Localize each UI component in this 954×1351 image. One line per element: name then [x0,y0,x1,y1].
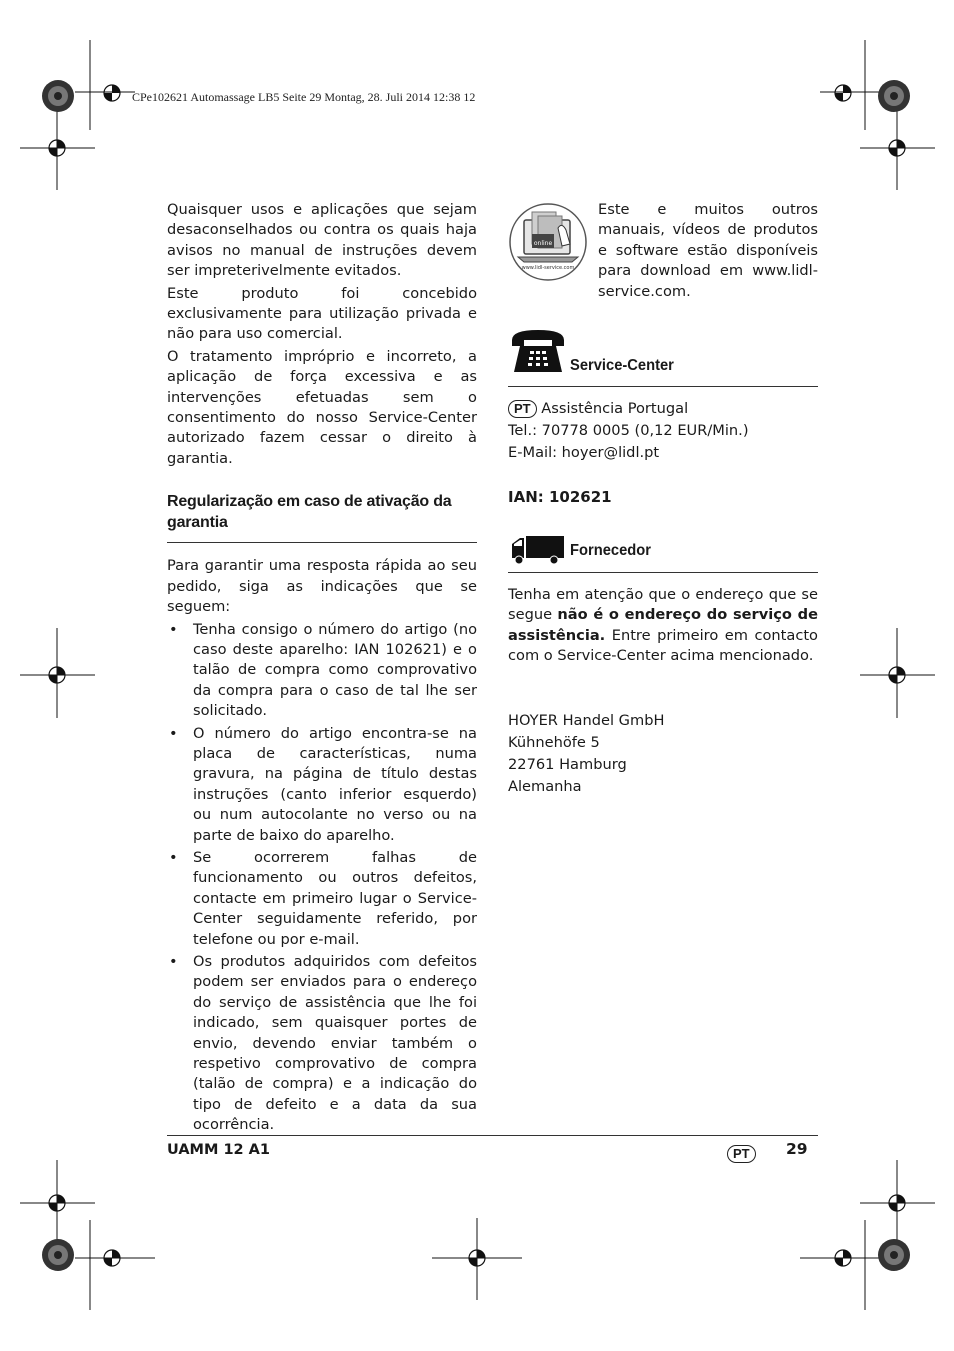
page-number: 29 [786,1140,808,1158]
supplier-heading: Fornecedor [570,542,651,559]
ian-number: IAN: 102621 [508,488,612,506]
address-line: Alemanha [508,778,582,795]
service-email: E-Mail: hoyer@lidl.pt [508,444,660,461]
list-item: • Se ocorrerem falhas de funcionamento ou outros defeitos, contacte em primeiro lugar o Service-Center seguidamente referido, por telefone ou por e-mail. [167,848,477,950]
online-info [598,200,818,304]
warranty-bullet-list [167,620,477,1136]
service-heading-rule [508,386,818,387]
footer-rule [167,1135,818,1136]
service-center-heading: Service-Center [570,357,674,374]
telephone-icon [508,326,568,374]
truck-icon [510,534,566,566]
online-info-text: Este e muitos outros manuais, vídeos de produtos e software estão disponíveis para download em www.lidl-service.com. [598,201,818,300]
left-column [167,200,477,1138]
supplier-address [508,710,818,798]
print-info: CPe102621 Automassage LB5 Seite 29 Montag, 28. Juli 2014 12:38 12 [132,90,476,104]
supplier-note [508,585,818,669]
warranty-intro: Para garantir uma resposta rápida ao seu pedido, siga as indicações que se seguem: [167,557,477,616]
supplier-heading-rule [508,572,818,573]
online-label: online [533,240,553,247]
pt-badge: PT [508,400,537,418]
supplier-text-2: Entre primeiro em contacto com o Service-Center acima mencionado. [508,626,818,665]
footer-pt-badge: PT [727,1145,756,1163]
address-line: HOYER Handel GmbH [508,712,665,729]
address-line: 22761 Hamburg [508,756,627,773]
service-contact [508,398,818,464]
service-country: Assistência Portugal [541,400,689,417]
supplier-text-1: Tenha em atenção que o endereço que se segue [508,586,818,624]
address-line: Kühnehöfe 5 [508,734,600,751]
list-item: • O número do artigo encontra-se na placa de características, numa gravura, na página de título destas instruções (canto inferior esquerdo) ou num autocolante no verso ou na parte de baixo do aparelho. [167,724,477,846]
footer-model: UAMM 12 A1 [167,1142,270,1158]
service-country-line [508,398,818,420]
supplier-text-bold: não é o endereço do serviço de assistência. [508,606,818,644]
heading-rule [167,542,477,543]
footer-lang [727,1143,756,1163]
online-url-label: www.lidl-service.com [521,265,575,271]
service-phone: Tel.: 70778 0005 (0,12 EUR/Min.) [508,422,749,439]
online-service-icon [508,202,588,282]
warranty-heading: Regularização em caso de ativação da garantia [167,493,452,532]
paragraph-usage-warning: Quaisquer usos e aplicações que sejam desaconselhados ou contra os quais haja avisos no manual de instruções devem ser impreterivelmente evitados. [167,201,477,280]
list-item: • Os produtos adquiridos com defeitos podem ser enviados para o endereço do serviço de assistência que lhe foi indicado, sem quaisquer portes de envio, devendo enviar também o respetivo comprovativo de compra (talão de compra) e a indicação do tipo de defeito e a data da sua ocorrência. [167,952,477,1136]
list-item: • Tenha consigo o número do artigo (no caso deste aparelho: IAN 102621) e o talão de compra como comprovativo da compra para o caso de tal lhe ser solicitado. [167,620,477,722]
paragraph-improper-treatment: O tratamento impróprio e incorreto, a aplicação de força excessiva e as intervenções efetuadas sem o consentimento do nosso Service-Center autorizado fazem cessar o direito à garantia. [167,347,477,467]
paragraph-private-use: Este produto foi concebido exclusivamente para utilização privada e não para uso comercial. [167,284,477,343]
